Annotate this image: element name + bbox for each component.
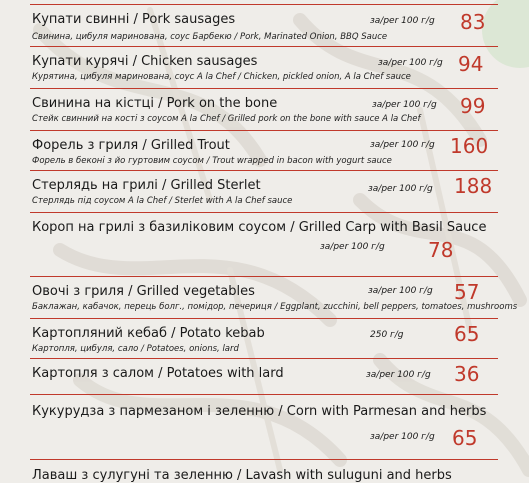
item-description: Картопля, цибуля, сало / Potatoes, onions, lard [32, 344, 239, 354]
divider [30, 394, 498, 395]
divider [30, 318, 498, 319]
item-weight: за/per 100 г/g [320, 242, 385, 252]
item-name: Купати свинні / Pork sausages [32, 12, 236, 27]
item-description: Свинина, цибуля маринована, соус Барбекю / Pork, Marinated Onion, BBQ Sauce [32, 32, 388, 42]
item-weight: за/per 100 г/g [370, 432, 435, 442]
item-price: 99 [460, 94, 486, 118]
divider [30, 459, 498, 460]
item-name: Короп на грилі з базиліковим соусом / Grilled Carp with Basil Sauce [32, 220, 487, 235]
item-weight: за/per 100 г/g [370, 16, 435, 26]
item-description: Баклажан, кабачок, перець болг., помідор, печериця / Eggplant, zucchini, bell peppers, tomatoes, mushrooms [32, 302, 518, 312]
item-weight: за/per 100 г/g [370, 140, 435, 150]
item-name: Картопля з салом / Potatoes with lard [32, 366, 284, 381]
item-price: 36 [454, 362, 480, 386]
item-name: Лаваш з сулугуні та зеленню / Lavash with suluguni and herbs [32, 468, 452, 483]
item-weight: 250 г/g [370, 330, 404, 340]
item-description: Форель в беконі з йо гуртовим соусом / Trout wrapped in bacon with yogurt sauce [32, 156, 392, 166]
divider [30, 88, 498, 89]
divider [30, 358, 498, 359]
item-price: 65 [452, 426, 478, 450]
item-price: 83 [460, 10, 486, 34]
item-weight: за/per 100 г/g [368, 184, 433, 194]
item-name: Картопляний кебаб / Potato kebab [32, 326, 265, 341]
item-name: Стерлядь на грилі / Grilled Sterlet [32, 178, 261, 193]
divider [30, 212, 498, 213]
item-name: Овочі з гриля / Grilled vegetables [32, 284, 255, 299]
divider [30, 46, 498, 47]
item-price: 57 [454, 280, 480, 304]
item-price: 78 [428, 238, 454, 262]
item-name: Купати курячі / Chicken sausages [32, 54, 258, 69]
item-description: Стерлядь під соусом A la Chef / Sterlet with A la Chef sauce [32, 196, 293, 206]
item-description: Стейк свинний на кості з соусом A la Chef / Grilled pork on the bone with sauce A la Chef [32, 114, 421, 124]
item-weight: за/per 100 г/g [368, 286, 433, 296]
item-weight: за/per 100 г/g [372, 100, 437, 110]
item-weight: за/per 100 г/g [378, 58, 443, 68]
item-price: 188 [454, 174, 493, 198]
divider [30, 276, 498, 277]
item-price: 160 [450, 134, 489, 158]
divider [30, 170, 498, 171]
item-description: Курятина, цибуля маринована, соус A la Chef / Chicken, pickled onion, A la Chef sauce [32, 72, 411, 82]
item-name: Кукурудза з пармезаном і зеленню / Corn with Parmesan and herbs [32, 404, 487, 419]
item-weight: за/per 100 г/g [366, 370, 431, 380]
item-price: 94 [458, 52, 484, 76]
divider [30, 4, 498, 5]
divider [30, 130, 498, 131]
item-name: Свинина на кістці / Pork on the bone [32, 96, 278, 111]
item-price: 65 [454, 322, 480, 346]
item-name: Форель з гриля / Grilled Trout [32, 138, 230, 153]
